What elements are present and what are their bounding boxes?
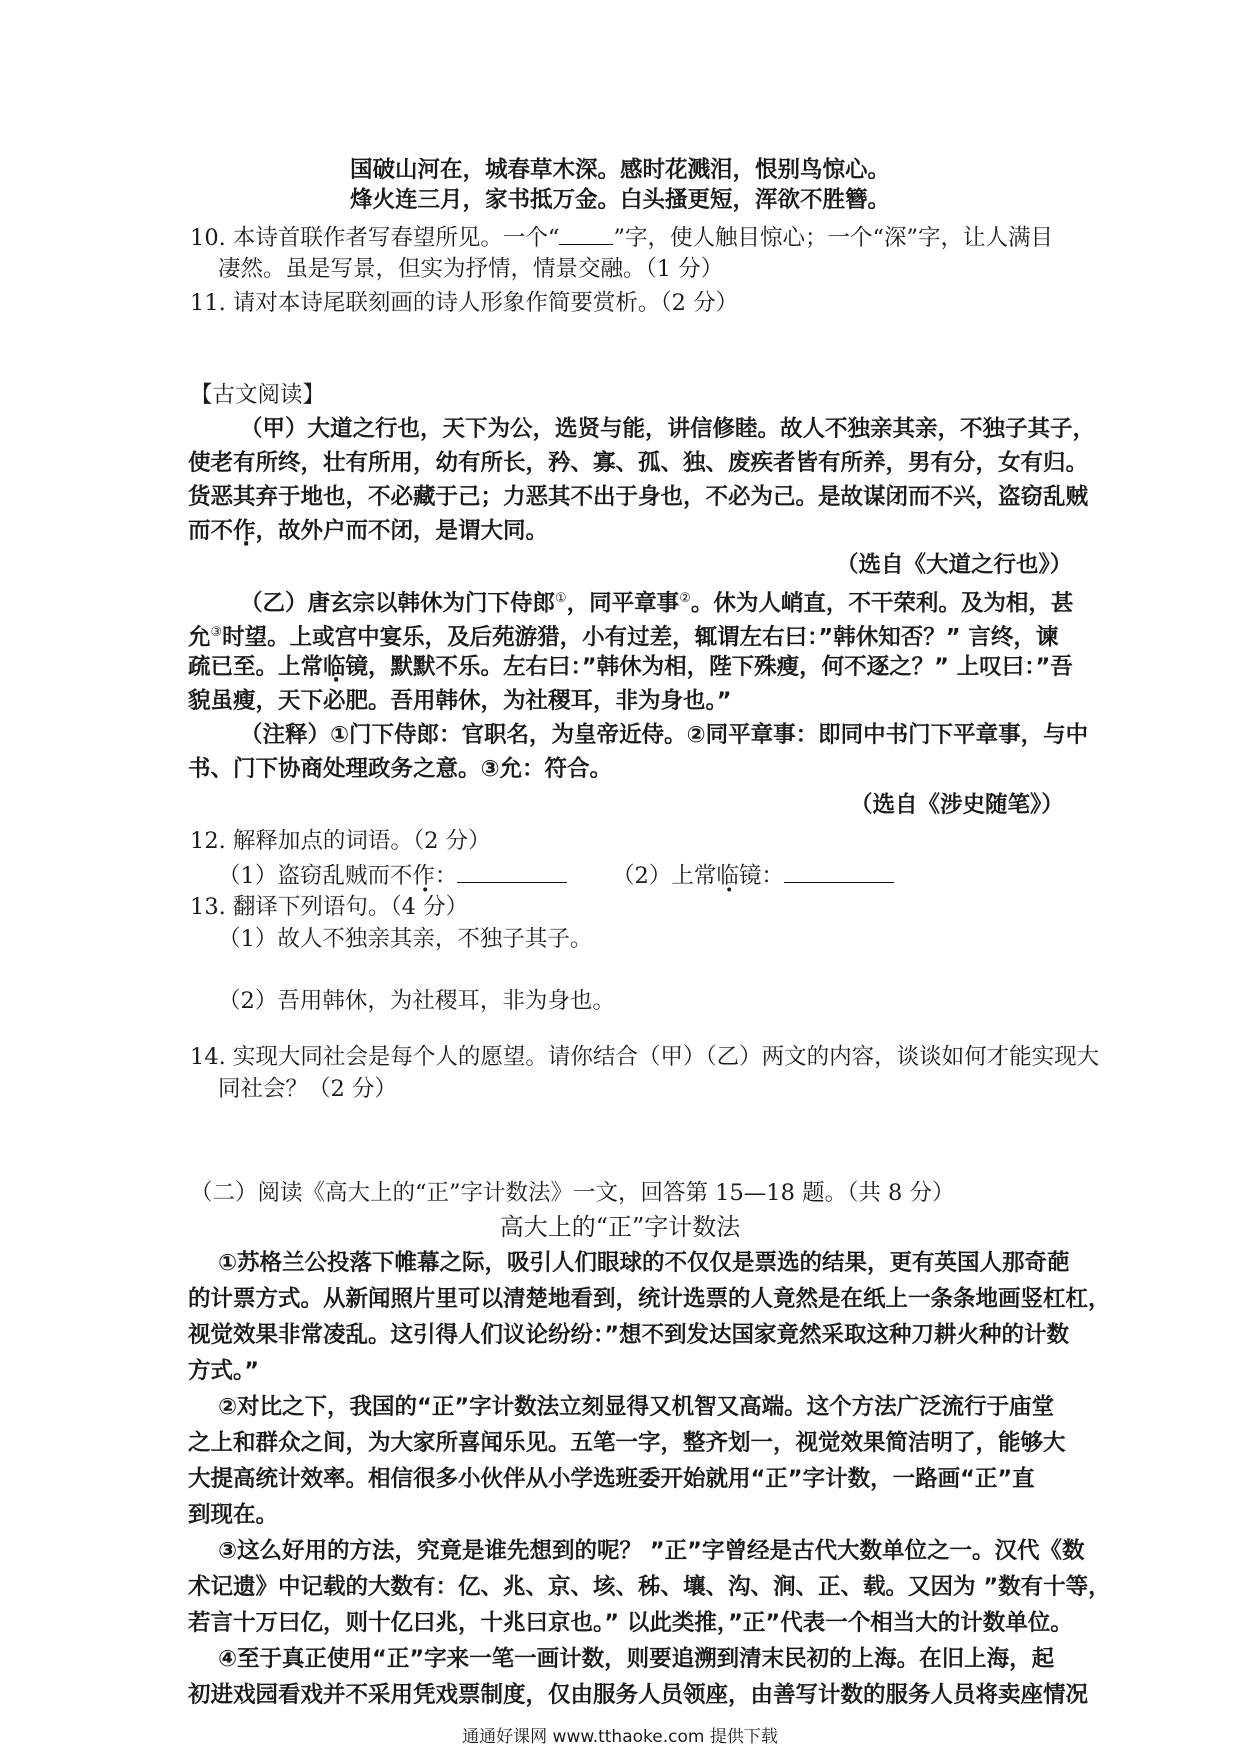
footer-credit: 通通好课网 www.tthaoke.com 提供下载 [462, 1727, 778, 1747]
jia-line-4-a: 而不 [188, 518, 234, 544]
jia-source: （选自《大道之行也》） [836, 552, 1073, 578]
article-line-8: 到现在。 [188, 1502, 279, 1528]
q13-item-1: （1）故人不独亲其亲，不独子其子。 [218, 926, 593, 952]
poem-line-2: 烽火连三月，家书抵万金。白头搔更短，浑欲不胜簪。 [349, 187, 890, 213]
yi-line-3-a: 疏已至。上常 [188, 654, 324, 680]
article-line-6: 之上和群众之间，为大家所喜闻乐见。五笔一字，整齐划一，视觉效果简洁明了，能够大 [188, 1430, 1066, 1456]
q13-item-2: （2）吾用韩休，为社稷耳，非为身也。 [218, 988, 615, 1014]
article-line-4: 方式。” [188, 1358, 260, 1384]
article-line-1: ①苏格兰公投落下帷幕之际，吸引人们眼球的不仅仅是票选的结果，更有英国人那奇葩 [218, 1250, 1070, 1276]
yi-line-1-c: 。休为人峭直，不干荣利。及为相，甚 [690, 590, 1074, 617]
q12-item-2 [612, 860, 894, 891]
jia-line-1: （甲）大道之行也，天下为公，选贤与能，讲信修睦。故人不独亲其亲，不独子其子， [240, 416, 1096, 442]
jia-dotted-word: 作 [233, 518, 256, 544]
yi-line-1-a: （乙）唐玄宗以韩休为门下侍郎 [240, 590, 556, 617]
yi-line-2 [188, 618, 1058, 653]
yi-line-2-b: 时望。上或宫中宴乐，及后苑游猎，小有过差，辄谓左右曰：”韩休知否？” 言终，谏 [222, 624, 1059, 651]
yi-line-3-b: 镜，默默不乐。左右曰：”韩休为相，陛下殊瘦，何不逐之？” 上叹曰：”吾 [345, 654, 1073, 680]
article-line-13: 初进戏园看戏并不采用凭戏票制度，仅由服务人员领座，由善写计数的服务人员将卖座情况 [188, 1682, 1089, 1708]
jia-line-4-b: ，故外户而不闭，是谓大同。 [255, 518, 549, 544]
question-12: 12. 解释加点的词语。（2 分） [190, 828, 491, 854]
yi-line-1-b: ，同平章事 [566, 590, 680, 617]
poem-line-1: 国破山河在，城春草木深。感时花溅泪，恨别鸟惊心。 [349, 157, 890, 183]
article-line-9: ③这么好用的方法，究竟是谁先想到的呢？ ”正”字曾经是古代大数单位之一。汉代《数 [218, 1538, 1085, 1564]
q12-item-1-b: ： [434, 863, 458, 889]
classical-heading: 【古文阅读】 [190, 382, 326, 408]
article-line-3: 视觉效果非常凌乱。这引得人们议论纷纷：”想不到发达国家竟然采取这种刀耕火种的计数 [188, 1322, 1070, 1348]
article-line-10: 术记遗》中记载的大数有：亿、兆、京、垓、秭、壤、沟、涧、正、载。又因为 ”数有十等， [188, 1574, 1111, 1600]
q12-item-2-a: （2）上常 [612, 863, 717, 889]
question-10 [190, 222, 1053, 253]
question-11: 11. 请对本诗尾联刻画的诗人形象作简要赏析。（2 分） [190, 290, 739, 316]
q12-item-2-b: 镜： [738, 863, 784, 889]
yi-line-2-a: 允 [188, 624, 211, 651]
q12-item-1-a: （1）盗窃乱贼而不 [218, 863, 413, 889]
article-line-11: 若言十万曰亿，则十亿曰兆，十兆曰京也。” 以此类推，”正”代表一个相当大的计数单位。 [188, 1610, 1073, 1636]
jia-line-2: 使老有所终，壮有所用，幼有所长，矜、寡、孤、独、废疾者皆有所养，男有分，女有归。 [188, 450, 1089, 476]
section-2-intro: （二）阅读《高大上的“正”字计数法》一文，回答第 15—18 题。（共 8 分） [190, 1180, 955, 1206]
question-13: 13. 翻译下列语句。（4 分） [190, 894, 469, 920]
q12-answer-blank-2[interactable] [784, 860, 894, 883]
q10-text-a: 10. 本诗首联作者写春望所见。一个“ [190, 225, 560, 251]
jia-line-4 [188, 516, 548, 546]
footnote-mark-3: ③ [210, 625, 223, 640]
footnote-mark-2: ② [679, 591, 691, 606]
q10-text-c: 凄然。虽是写景，但实为抒情，情景交融。（1 分） [218, 256, 724, 282]
article-title: 高大上的“正”字计数法 [499, 1213, 741, 1241]
article-line-7: 大提高统计效率。相信很多小伙伴从小学选班委开始就用“正”字计数，一路画“正”直 [188, 1466, 1035, 1492]
article-line-12: ④至于真正使用“正”字来一笔一画计数，则要追溯到清末民初的上海。在旧上海，起 [218, 1646, 1055, 1672]
q10-blank [559, 222, 613, 245]
yi-dotted-word: 临 [323, 654, 346, 680]
q12-dotted-1: 作 [412, 863, 435, 889]
q10-text-b: ”字，使人触目惊心；一个“深”字，让人满目 [613, 225, 1053, 251]
article-line-5: ②对比之下，我国的“正”字计数法立刻显得又机智又高端。这个方法广泛流行于庙堂 [218, 1394, 1055, 1420]
yi-line-3 [188, 652, 1073, 682]
footnote-mark-1: ① [555, 591, 567, 606]
q12-item-1 [218, 860, 567, 891]
yi-line-4: 貌虽瘦，天下必肥。吾用韩休，为社稷耳，非为身也。” [188, 688, 732, 714]
yi-source: （选自《涉史随笔》） [850, 792, 1064, 818]
q12-dotted-2: 临 [716, 863, 739, 889]
yi-line-1 [240, 584, 1073, 619]
question-14-line-2: 同社会？（2 分） [218, 1076, 397, 1102]
question-14: 14. 实现大同社会是每个人的愿望。请你结合（甲）（乙）两文的内容，谈谈如何才能实现大 [190, 1044, 1100, 1070]
note-line-2: 书、门下协商处理政务之意。③允：符合。 [188, 756, 613, 782]
article-line-2: 的计票方式。从新闻照片里可以清楚地看到，统计选票的人竟然是在纸上一条条地画竖杠杠， [188, 1286, 1111, 1312]
note-line-1: （注释）①门下侍郎：官职名，为皇帝近侍。②同平章事：即同中书门下平章事，与中 [240, 722, 1089, 748]
q12-answer-blank-1[interactable] [457, 860, 567, 883]
jia-line-3: 货恶其弃于地也，不必藏于己；力恶其不出于身也，不必为己。是故谋闭而不兴，盗窃乱贼 [188, 484, 1089, 510]
